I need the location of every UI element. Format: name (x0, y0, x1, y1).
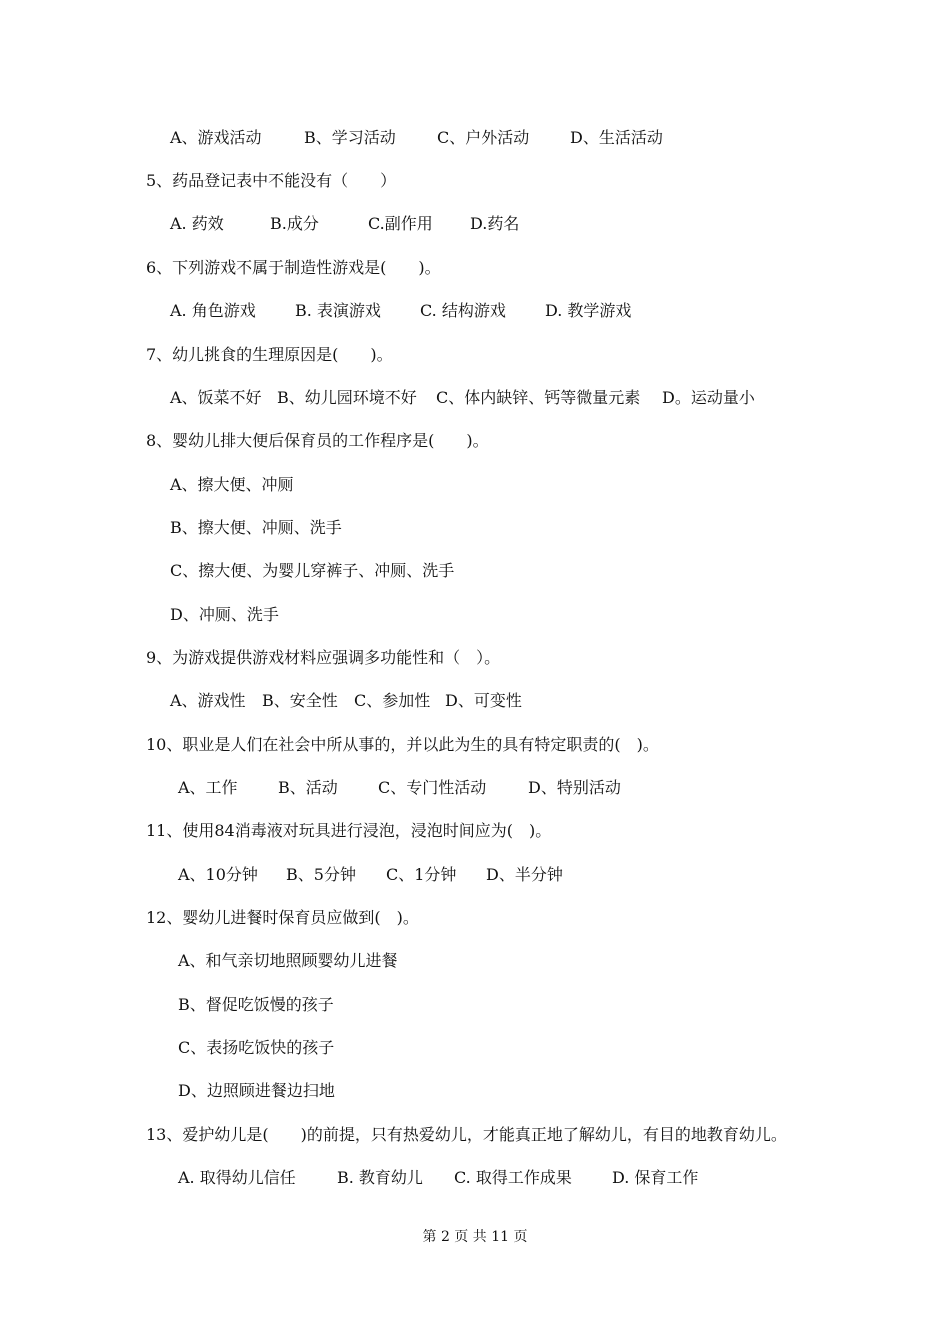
q9-option-a: A、游戏性 (170, 691, 246, 710)
q9-option-d: D、可变性 (445, 691, 522, 710)
q11-option-a: A、10分钟 (178, 865, 258, 884)
q10-option-a: A、工作 (178, 778, 238, 797)
q5-stem: 5、药品登记表中不能没有（ ） (146, 171, 397, 190)
q12-option-a: A、和气亲切地照顾婴幼儿进餐 (178, 951, 398, 970)
q13-option-a: A. 取得幼儿信任 (178, 1168, 296, 1187)
q7-option-a: A、饭菜不好 (170, 388, 262, 407)
q8-option-a: A、擦大便、冲厕 (170, 475, 294, 494)
page-number-footer: 第 2 页 共 11 页 (422, 1229, 528, 1245)
q7-option-b: B、幼儿园环境不好 (277, 388, 417, 407)
q4-option-d: D、生活活动 (570, 128, 663, 147)
q10-stem: 10、职业是人们在社会中所从事的，并以此为生的具有特定职责的( )。 (146, 735, 659, 754)
q9-stem: 9、为游戏提供游戏材料应强调多功能性和（ ）。 (146, 648, 501, 667)
q12-option-c: C、表扬吃饭快的孩子 (178, 1038, 335, 1057)
q4-option-c: C、户外活动 (437, 128, 530, 147)
q12-option-b: B、督促吃饭慢的孩子 (178, 995, 334, 1014)
q6-option-c: C. 结构游戏 (420, 301, 506, 320)
q8-option-b: B、擦大便、冲厕、洗手 (170, 518, 342, 537)
q11-option-c: C、1分钟 (386, 865, 457, 884)
q4-option-b: B、学习活动 (304, 128, 396, 147)
q6-option-b: B. 表演游戏 (295, 301, 381, 320)
q11-stem: 11、使用84消毒液对玩具进行浸泡，浸泡时间应为( )。 (146, 821, 552, 840)
q10-option-b: B、活动 (278, 778, 338, 797)
q5-option-b: B.成分 (270, 214, 319, 233)
q6-stem: 6、下列游戏不属于制造性游戏是( )。 (146, 258, 441, 277)
q6-option-a: A. 角色游戏 (170, 301, 256, 320)
q5-option-d: D.药名 (470, 214, 520, 233)
q7-stem: 7、幼儿挑食的生理原因是( )。 (146, 345, 393, 364)
q11-option-b: B、5分钟 (286, 865, 356, 884)
q12-stem: 12、婴幼儿进餐时保育员应做到( )。 (146, 908, 419, 927)
q13-option-c: C. 取得工作成果 (454, 1168, 572, 1187)
q13-option-d: D. 保育工作 (612, 1168, 699, 1187)
q9-option-b: B、安全性 (262, 691, 338, 710)
q5-option-c: C.副作用 (368, 214, 433, 233)
q13-stem: 13、爱护幼儿是( )的前提，只有热爱幼儿，才能真正地了解幼儿，有目的地教育幼儿。 (146, 1125, 787, 1144)
q11-option-d: D、半分钟 (486, 865, 563, 884)
q7-option-c: C、体内缺锌、钙等微量元素 (436, 388, 641, 407)
q8-option-c: C、擦大便、为婴儿穿裤子、冲厕、洗手 (170, 561, 455, 580)
q10-option-d: D、特别活动 (528, 778, 621, 797)
q8-option-d: D、冲厕、洗手 (170, 605, 279, 624)
q9-option-c: C、参加性 (354, 691, 431, 710)
q7-option-d: D。运动量小 (662, 388, 755, 407)
q5-option-a: A. 药效 (170, 214, 224, 233)
q12-option-d: D、边照顾进餐边扫地 (178, 1081, 335, 1100)
q8-stem: 8、婴幼儿排大便后保育员的工作程序是( )。 (146, 431, 489, 450)
q6-option-d: D. 教学游戏 (545, 301, 632, 320)
q13-option-b: B. 教育幼儿 (337, 1168, 423, 1187)
q10-option-c: C、专门性活动 (378, 778, 487, 797)
q4-option-a: A、游戏活动 (170, 128, 262, 147)
